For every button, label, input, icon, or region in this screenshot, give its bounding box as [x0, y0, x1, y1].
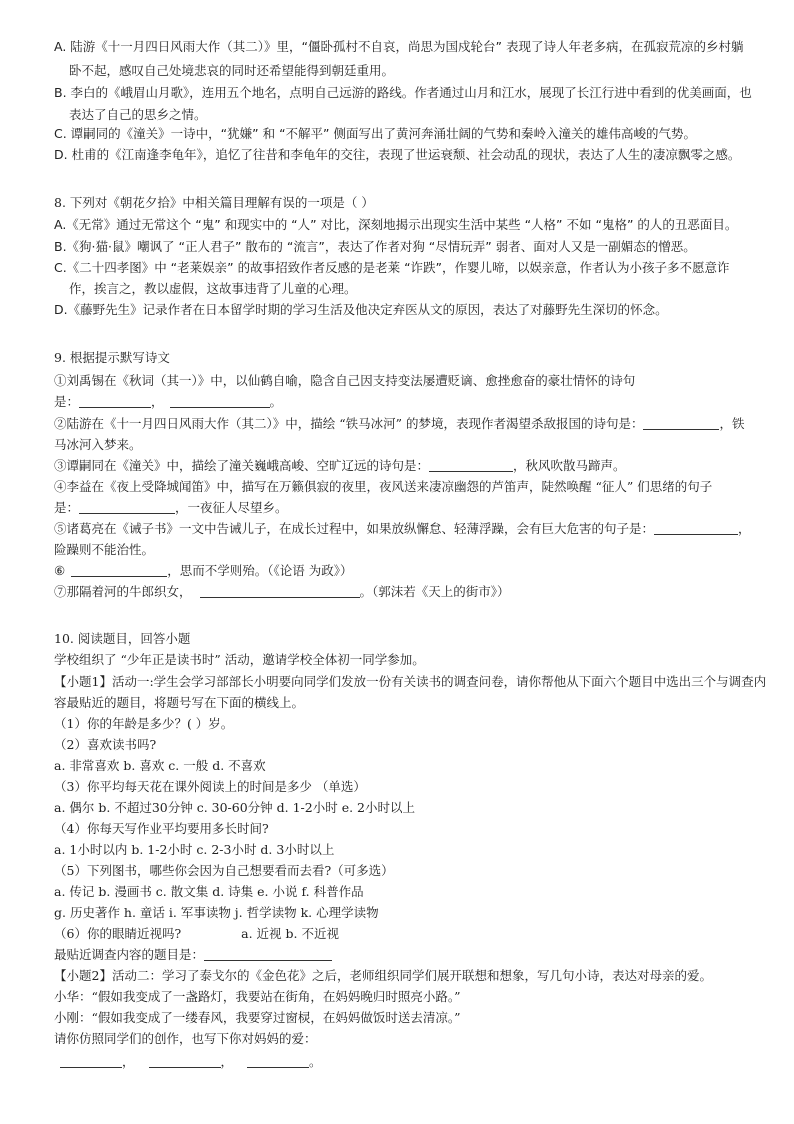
survey-q5-choices-1: a. 传记 b. 漫画书 c. 散文集 d. 诗集 e. 小说 f. 科普作品: [54, 884, 364, 899]
q10-sub2: 【小题2】活动二：学习了泰戈尔的《金色花》之后，老师组织同学们展开联想和想象，写几句小诗，表达对母亲的爱。: [54, 968, 712, 983]
blank-5[interactable]: [654, 521, 738, 535]
q9-line-8: ⑤诸葛亮在《诫子书》一文中告诫儿子，在成长过程中，如果放纵懈怠、轻薄浮躁，会有巨大危害的句子是： ，: [54, 521, 751, 536]
q10-stem: 10. 阅读题目，回答小题: [54, 631, 191, 646]
q7-option-a-line1: A. 陆游《十一月四日风雨大作（其二）》里，“僵卧孤村不自哀，尚思为国戍轮台” 表现了诗人年老多病，在孤寂荒凉的乡村躺: [54, 39, 744, 54]
q10-sub1-line1: 【小题1】活动一:学生会学习部部长小明要向同学们发放一份有关读书的调查问卷，请你帮他从下面六个题目中选出三个与调查内: [54, 674, 767, 689]
survey-q3: （3）你平均每天花在课外阅读上的时间是多少 （单选）: [54, 779, 366, 794]
q8-option-a: A.《无常》通过无常这个 “鬼” 和现实中的 “人” 对比，深刻地揭示出现实生活中某些 “人格” 不如 “鬼格” 的人的丑恶面目。: [54, 217, 738, 232]
q10-sub1-line2: 容最贴近的题目，将题号写在下面的横线上。: [54, 695, 305, 710]
q9-line-9: 险躁则不能治性。: [54, 542, 155, 557]
q7-option-b-line2: 表达了自己的思乡之情。: [69, 107, 207, 122]
xiaohua-poem: 小华：“假如我变成了一盏路灯，我要站在街角，在妈妈晚归时照亮小路。”: [54, 989, 461, 1004]
q7-option-d: D. 杜甫的《江南逢李龟年》，追忆了往昔和李龟年的交往，表现了世运衰颓、社会动乱的现状，表达了人生的凄凉飘零之感。: [54, 147, 741, 162]
q7-option-b-line1: B. 李白的《峨眉山月歌》，连用五个地名，点明自己远游的路线。作者通过山月和江水，展现了长江行进中看到的优美画面，也: [54, 85, 752, 100]
blank-6[interactable]: [71, 563, 167, 577]
poem-blank-3[interactable]: [247, 1054, 309, 1068]
blank-3[interactable]: [429, 458, 513, 472]
q7-option-c: C. 谭嗣同的《潼关》一诗中，“犹嫌” 和 “不解平” 侧面写出了黄河奔涌壮阔的气势和秦岭入潼关的雄伟高峻的气势。: [54, 126, 697, 141]
poem-blank-2[interactable]: [149, 1054, 221, 1068]
q8-option-d: D.《藤野先生》记录作者在日本留学时期的学习生活及他决定弃医从文的原因，表达了对藤野先生深切的怀念。: [54, 302, 668, 317]
q8-option-c-line1: C.《二十四孝图》中 “老莱娱亲” 的故事招致作者反感的是老莱 “诈跌”，作婴儿啼，以娱亲意，作者认为小孩子多不愿意诈: [54, 260, 730, 275]
survey-q2: （2）喜欢读书吗?: [54, 737, 157, 752]
blank-7[interactable]: [200, 584, 360, 598]
blank-1b[interactable]: [170, 394, 270, 408]
q9-line-11: ⑦那隔着河的牛郎织女， 。（郭沫若《天上的街市》）: [54, 584, 510, 599]
q9-line-4: 马冰河入梦来。: [54, 437, 142, 452]
q9-line-3: ②陆游在《十一月四日风雨大作（其二）》中，描绘 “铁马冰河” 的梦境，表现作者渴望杀敌报国的诗句是： ，铁: [54, 416, 745, 431]
q9-line-2: 是： ， 。: [54, 394, 283, 409]
q9-line-7: 是： ，一夜征人尽望乡。: [54, 500, 288, 515]
q10-intro: 学校组织了 “少年正是读书时” 活动，邀请学校全体初一同学参加。: [54, 652, 425, 667]
q9-line-10: ⑥ ，思而不学则殆。（《论语 为政》）: [54, 563, 353, 578]
survey-q4-choices: a. 1小时以内 b. 1-2小时 c. 2-3小时 d. 3小时以上: [54, 842, 335, 857]
imitate-prompt: 请你仿照同学们的创作，也写下你对妈妈的爱：: [54, 1031, 317, 1046]
survey-q4: （4）你每天写作业平均要用多长时间?: [54, 821, 269, 836]
answer-blank[interactable]: [204, 947, 332, 961]
blank-4[interactable]: [79, 500, 175, 514]
poem-blank-1[interactable]: [60, 1054, 122, 1068]
survey-q2-choices: a. 非常喜欢 b. 喜欢 c. 一般 d. 不喜欢: [54, 758, 266, 773]
q7-option-a-line2: 卧不起，感叹自己处境悲哀的同时还希望能得到朝廷重用。: [69, 63, 395, 78]
blank-1a[interactable]: [79, 394, 151, 408]
survey-q3-choices: a. 偶尔 b. 不超过30分钟 c. 30-60分钟 d. 1-2小时 e. 2小时以上: [54, 800, 416, 815]
q9-line-5: ③谭嗣同在《潼关》中，描绘了潼关巍峨高峻、空旷辽远的诗句是： ，秋风吹散马蹄声。: [54, 458, 626, 473]
survey-q5: （5）下列图书，哪些你会因为自己想要看而去看?（可多选）: [54, 863, 394, 878]
q9-stem: 9. 根据提示默写诗文: [54, 350, 170, 365]
q8-option-c-line2: 作，挨言之，教以虚假，这故事违背了儿童的心理。: [69, 281, 357, 296]
q9-line-6: ④李益在《夜上受降城闻笛》中，描写在万籁俱寂的夜里，夜风送来凄凉幽怨的芦笛声，陡然唤醒 “征人” 们思绪的句子: [54, 479, 713, 494]
blank-2[interactable]: [643, 416, 719, 430]
survey-q6: （6）你的眼睛近视吗? a. 近视 b. 不近视: [54, 926, 339, 941]
xiaogang-poem: 小刚：“假如我变成了一缕春风，我要穿过窗棂，在妈妈做饭时送去清凉。”: [54, 1010, 461, 1025]
imitate-blanks: ， ， 。: [54, 1053, 322, 1071]
survey-q5-choices-2: g. 历史著作 h. 童话 i. 军事读物 j. 哲学读物 k. 心理学读物: [54, 905, 379, 920]
q9-line-1: ①刘禹锡在《秋词（其一）》中，以仙鹤自喻，隐含自己因支持变法屡遭贬谪、愈挫愈奋的豪壮情怀的诗句: [54, 373, 636, 388]
q8-option-b: B.《狗·猫·鼠》嘲讽了 “正人君子” 散布的 “流言”，表达了作者对狗 “尽情玩弄” 弱者、面对人又是一副媚态的憎恶。: [54, 239, 696, 254]
survey-q1: （1）你的年龄是多少？( ）岁。: [54, 716, 234, 731]
answer-line: 最贴近调查内容的题目是：: [54, 946, 332, 964]
q8-stem: 8. 下列对《朝花夕拾》中相关篇目理解有误的一项是（ ）: [54, 195, 374, 210]
